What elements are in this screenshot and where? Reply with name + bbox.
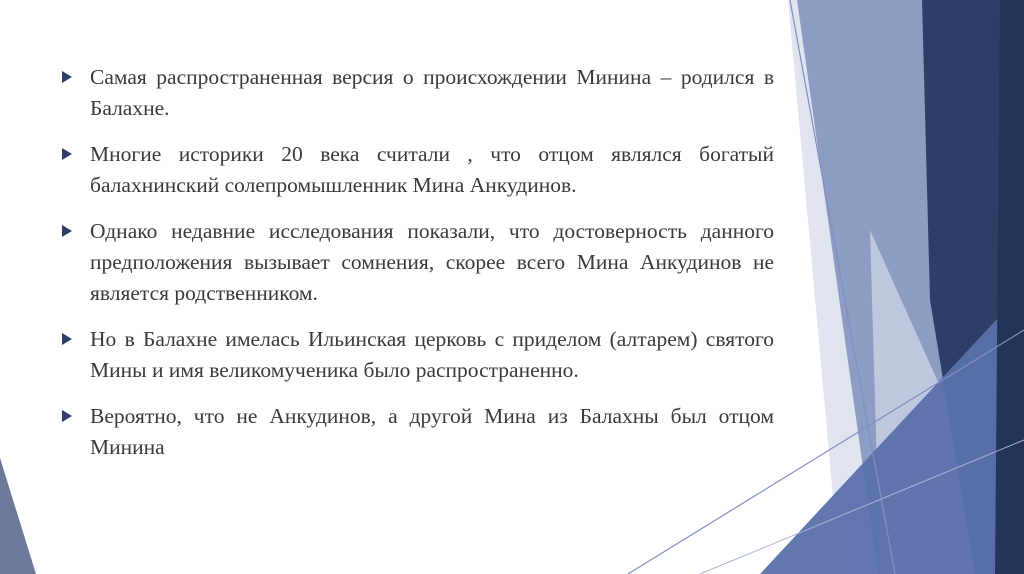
list-item	[62, 216, 774, 309]
list-item	[62, 401, 774, 463]
bullet-text: Самая распространенная версия о происхождении Минина – родился в Балахне.	[90, 65, 774, 120]
bullet-text: Многие историки 20 века считали , что отцом являлся богатый балахнинский солепромышленник Мина Анкудинов.	[90, 142, 774, 197]
bullet-text: Но в Балахне имелась Ильинская церковь с приделом (алтарем) святого Мины и имя великомученика было распространенно.	[90, 327, 774, 382]
triangle-right-icon	[62, 148, 72, 160]
bullet-list	[62, 62, 774, 478]
bullet-text: Вероятно, что не Анкудинов, а другой Мина из Балахны был отцом Минина	[90, 404, 774, 459]
left-corner-shape	[0, 458, 36, 574]
list-item	[62, 139, 774, 201]
triangle-right-icon	[62, 225, 72, 237]
list-item	[62, 324, 774, 386]
triangle-right-icon	[62, 333, 72, 345]
dark-edge-shape	[995, 0, 1024, 574]
triangle-right-icon	[62, 410, 72, 422]
bullet-text: Однако недавние исследования показали, что достоверность данного предположения вызывает сомнения, скорее всего Мина Анкудинов не является родственником.	[90, 219, 774, 305]
list-item	[62, 62, 774, 124]
triangle-right-icon	[62, 71, 72, 83]
